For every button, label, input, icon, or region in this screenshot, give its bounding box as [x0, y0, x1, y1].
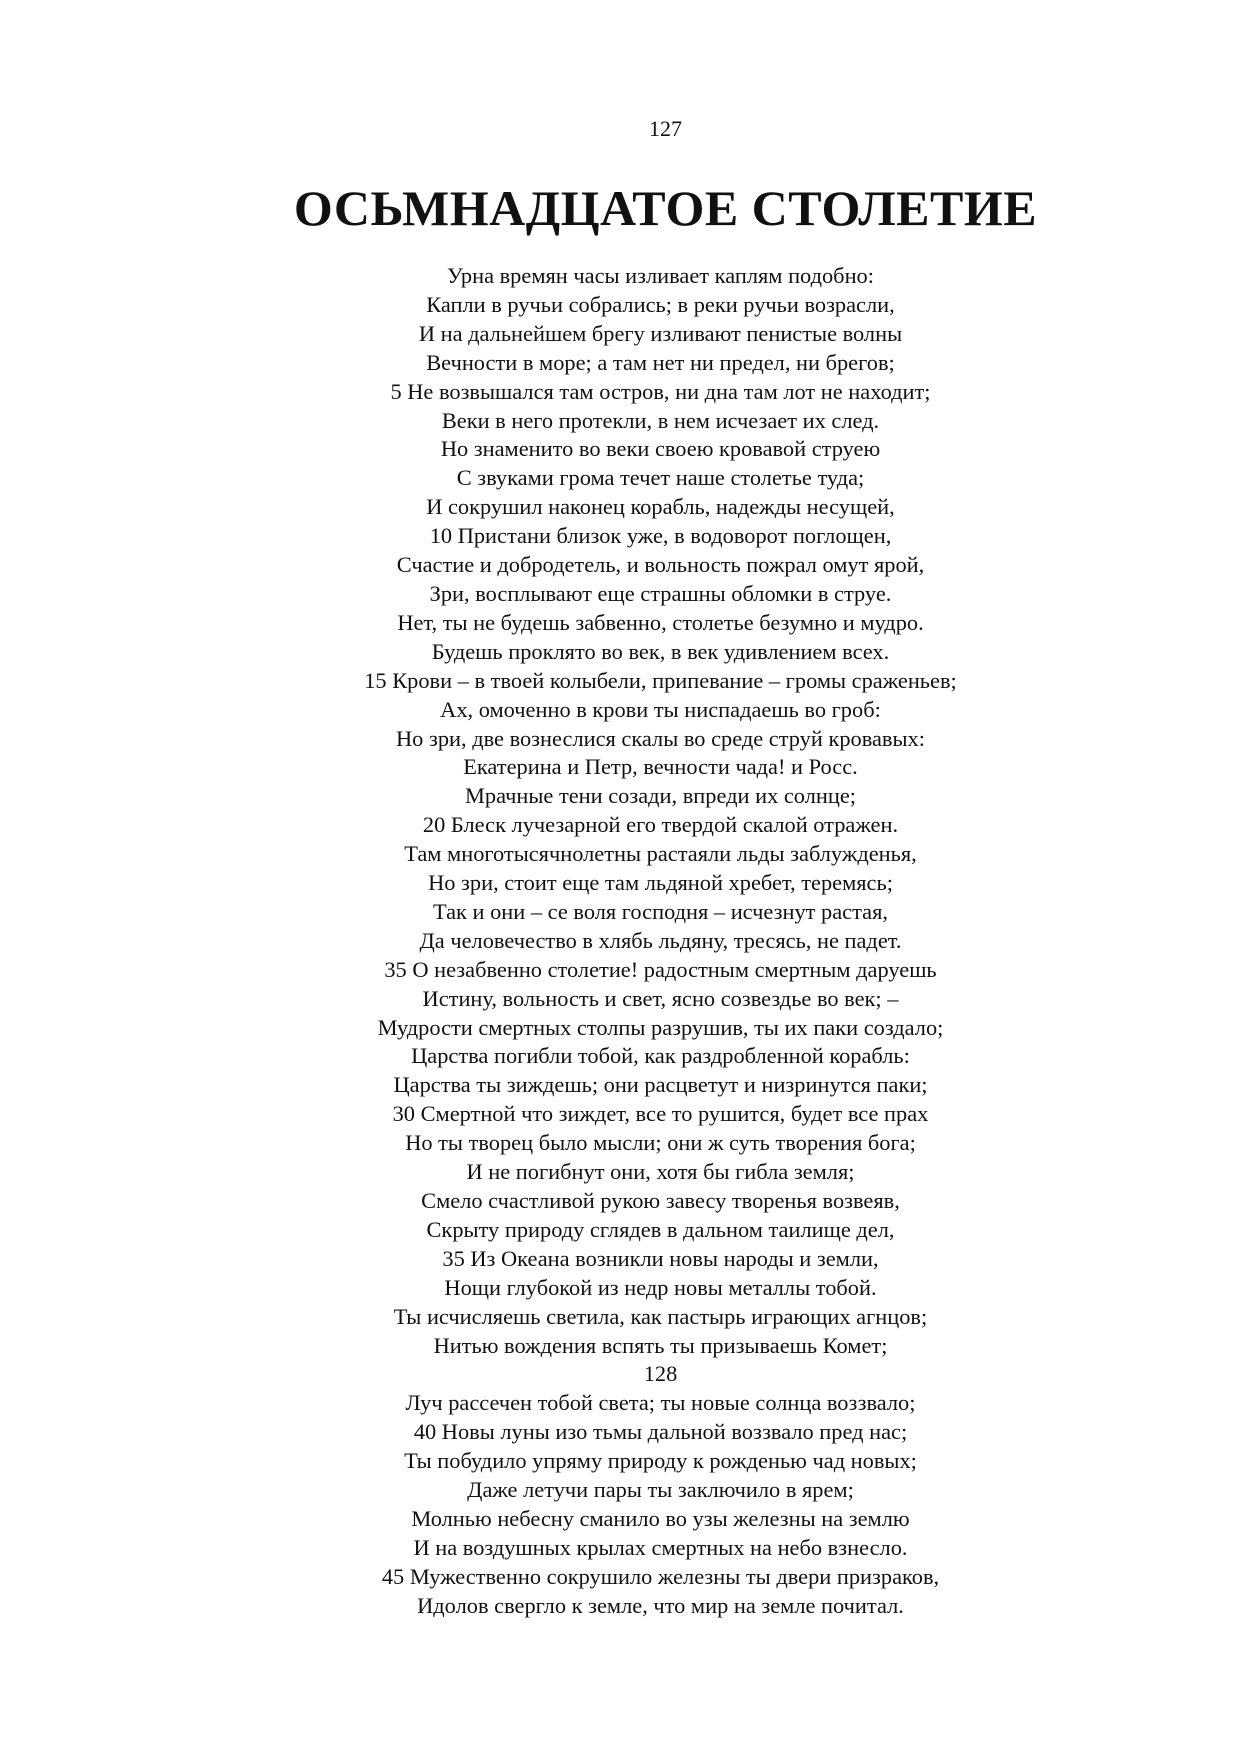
poem-line: Там многотысячнолетны растаяли льды заблужденья, — [404, 841, 917, 867]
poem-line: Но зри, стоит еще там льдяной хребет, теремясь; — [428, 870, 893, 896]
poem-line: 35 Из Океана возникли новы народы и земли, — [442, 1245, 879, 1271]
poem-line: Скрыту природу сглядев в дальном таилище дел, — [426, 1216, 895, 1242]
poem-line: 15 Крови – в твоей колыбели, припевание – громы сраженьев; — [364, 667, 957, 693]
poem-line: Нощи глубокой из недр новы металлы тобой. — [444, 1274, 877, 1300]
poem-line: Истину, вольность и свет, ясно созвездье во век; – — [422, 985, 899, 1011]
poem-line: Урна времян часы изливает каплям подобно: — [447, 263, 874, 288]
poem-line: Луч рассечен тобой света; ты новые солнца воззвало; — [405, 1390, 916, 1416]
poem-line: И сокрушил наконец корабль, надежды несущей, — [426, 494, 895, 520]
poem-line: Царства ты зиждешь; они расцветут и низринутся паки; — [393, 1072, 928, 1098]
chapter-title: ОСЬМНАДЦАТОЕ СТОЛЕТИЕ — [293, 180, 1038, 236]
poem-line: И не погибнут они, хотя бы гибла земля; — [466, 1159, 855, 1185]
poem-line: Будешь проклято во век, в век удивлением всех. — [431, 638, 890, 664]
poem-line: Капли в ручьи собрались; в реки ручьи возрасли, — [426, 291, 895, 317]
poem-line: Мрачные тени созади, впреди их солнце; — [464, 783, 856, 809]
poem-line: 45 Мужественно сокрушило железны ты двери призраков, — [381, 1563, 940, 1589]
poem-line: Царства погибли тобой, как раздробленной корабль: — [411, 1043, 910, 1069]
poem-line: Идолов свергло к земле, что мир на земле почитал. — [417, 1592, 904, 1618]
poem-line: Смело счастливой рукою завесу творенья возвеяв, — [421, 1188, 900, 1213]
poem-line: 5 Не возвышался там остров, ни дна там лот не находит; — [390, 378, 931, 404]
poem-line: Мудрости смертных столпы разрушив, ты их паки создало; — [377, 1014, 944, 1040]
poem-line: Но ты творец было мысли; они ж суть творения бога; — [405, 1130, 916, 1156]
poem-line: Счастие и добродетель, и вольность пожрал омут ярой, — [396, 552, 925, 578]
poem-line: Нитью вождения вспять ты призываешь Комет; — [433, 1332, 888, 1358]
poem-line: Екатерина и Петр, вечности чада! и Росс. — [463, 754, 858, 780]
poem-line: Нет, ты не будешь забвенно, столетье безумно и мудро. — [397, 609, 924, 635]
poem-line: Ах, омоченно в крови ты ниспадаешь во гроб: — [440, 696, 881, 722]
poem-line: Зри, восплывают еще страшны обломки в струе. — [429, 580, 892, 606]
poem-line: 20 Блеск лучезарной его твердой скалой отражен. — [422, 812, 899, 838]
poem-line: Даже летучи пары ты заключило в ярем; — [467, 1477, 854, 1503]
inline-page-number: 128 — [643, 1361, 678, 1387]
poem-line: 10 Пристани близок уже, в водоворот поглощен, — [429, 523, 892, 549]
poem-line: Ты побудило упряму природу к рожденью чад новых; — [404, 1448, 917, 1474]
poem-line: Так и они – се воля господня – исчезнут растая, — [432, 898, 889, 924]
poem-line: Но зри, две вознеслися скалы во среде струй кровавых: — [396, 725, 925, 751]
poem-line: Веки в него протекли, в нем исчезает их след. — [441, 407, 880, 433]
poem-line: Да человечество в хлябь льдяну, тресясь, не падет. — [419, 927, 902, 953]
poem-line: Ты исчисляешь светила, как пастырь играющих агнцов; — [393, 1303, 928, 1329]
poem-line: С звуками грома течет наше столетье туда; — [456, 465, 865, 491]
poem-text — [0, 262, 1241, 1621]
poem-line: 30 Смертной что зиждет, все то рушится, будет все прах — [392, 1101, 929, 1127]
poem-line: Молнью небесну сманило во узы железны на землю — [411, 1505, 910, 1531]
poem-line: 35 О незабвенно столетие! радостным смертным даруешь — [384, 956, 937, 982]
poem-line: 40 Новы луны изо тьмы дальной воззвало пред нас; — [413, 1419, 908, 1445]
poem-line: Вечности в море; а там нет ни предел, ни брегов; — [426, 349, 895, 375]
poem-line: Но знаменито во веки своею кровавой струею — [440, 436, 881, 462]
poem-line: И на дальнейшем брегу изливают пенистые волны — [418, 320, 903, 346]
poem-line: И на воздушных крылах смертных на небо взнесло. — [413, 1534, 908, 1560]
page-number: 127 — [649, 116, 682, 141]
